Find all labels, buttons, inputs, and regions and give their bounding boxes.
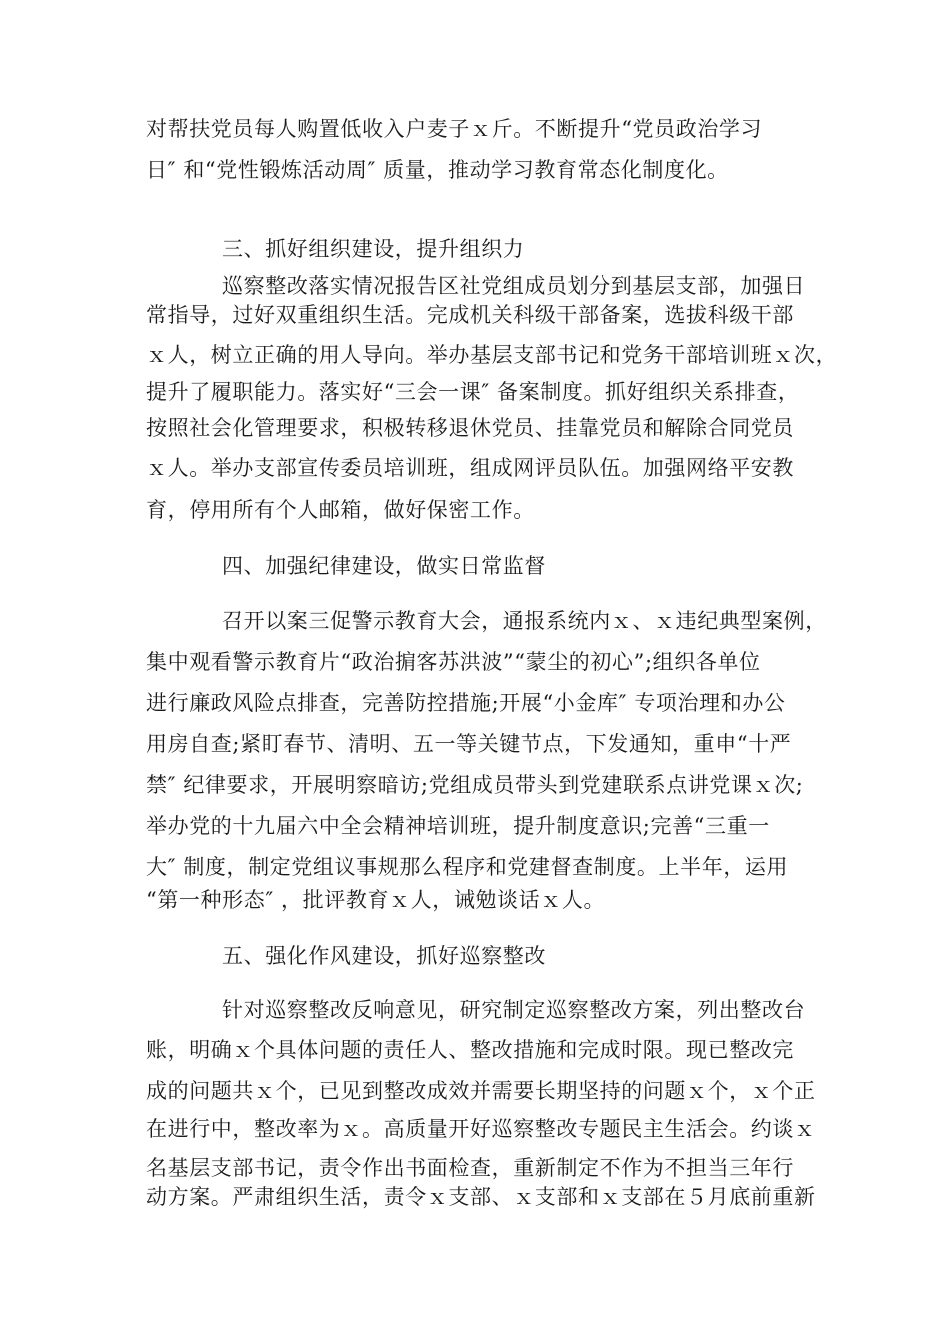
text-line: 账，明确ｘ个具体问题的责任人、整改措施和完成时限。现已整改完 [146,1038,794,1062]
text-line: ｘ人。举办支部宣传委员培训班，组成网评员队伍。加强网络平安教 [146,456,794,480]
text-line: 育，停用所有个人邮箱，做好保密工作。 [146,498,535,522]
text-line: 提升了履职能力。落实好“三会一课″ 备案制度。抓好组织关系排查， [146,380,800,404]
text-line: 巡察整改落实情况报告区社党组成员划分到基层支部，加强日 [222,274,806,298]
text-line: “第一种形态″ ，批评教育ｘ人，诫勉谈话ｘ人。 [146,888,606,912]
text-line: 大″ 制度，制定党组议事规那么程序和党建督查制度。上半年，运用 [146,855,789,879]
text-line: 日″ 和“党性锻炼活动周″ 质量，推动学习教育常态化制度化。 [146,158,729,182]
text-line: 召开以案三促警示教育大会，通报系统内ｘ、ｘ违纪典型案例， [222,609,827,633]
text-line: 针对巡察整改反响意见，研究制定巡察整改方案，列出整改台 [222,998,806,1022]
text-line: ｘ人，树立正确的用人导向。举办基层支部书记和党务干部培训班ｘ次， [146,343,838,367]
text-line: 举办党的十九届六中全会精神培训班，提升制度意识;完善“三重一 [146,814,770,838]
text-line: 按照社会化管理要求，积极转移退休党员、挂靠党员和解除合同党员 [146,416,794,440]
text-line: 进行廉政风险点排查，完善防控措施;开展“小金库″ 专项治理和办公 [146,691,786,715]
section-heading-4: 四、加强纪律建设，做实日常监督 [222,554,546,578]
text-line: 禁″ 纪律要求，开展明察暗访;党组成员带头到党建联系点讲党课ｘ次; [146,773,804,797]
text-line: 集中观看警示教育片“政治掮客苏洪波”“蒙尘的初心”;组织各单位 [146,650,761,674]
section-heading-5: 五、强化作风建设，抓好巡察整改 [222,944,546,968]
text-line: 名基层支部书记，责令作出书面检查，重新制定不作为不担当三年行 [146,1156,794,1180]
text-line: 对帮扶党员每人购置低收入户麦子ｘ斤。不断提升“党员政治学习 [146,117,763,141]
section-heading-3: 三、抓好组织建设，提升组织力 [222,237,525,261]
text-line: 动方案。严肃组织生活，责令ｘ支部、ｘ支部和ｘ支部在５月底前重新 [146,1185,816,1209]
text-line: 常指导，过好双重组织生活。完成机关科级干部备案，选拔科级干部 [146,303,794,327]
text-line: 用房自查;紧盯春节、清明、五一等关键节点，下发通知，重申“十严 [146,732,792,756]
text-line: 在进行中，整改率为ｘ。高质量开好巡察整改专题民主生活会。约谈ｘ [146,1117,816,1141]
text-line: 成的问题共ｘ个，已见到整改成效并需要长期坚持的问题ｘ个，ｘ个正 [146,1079,816,1103]
